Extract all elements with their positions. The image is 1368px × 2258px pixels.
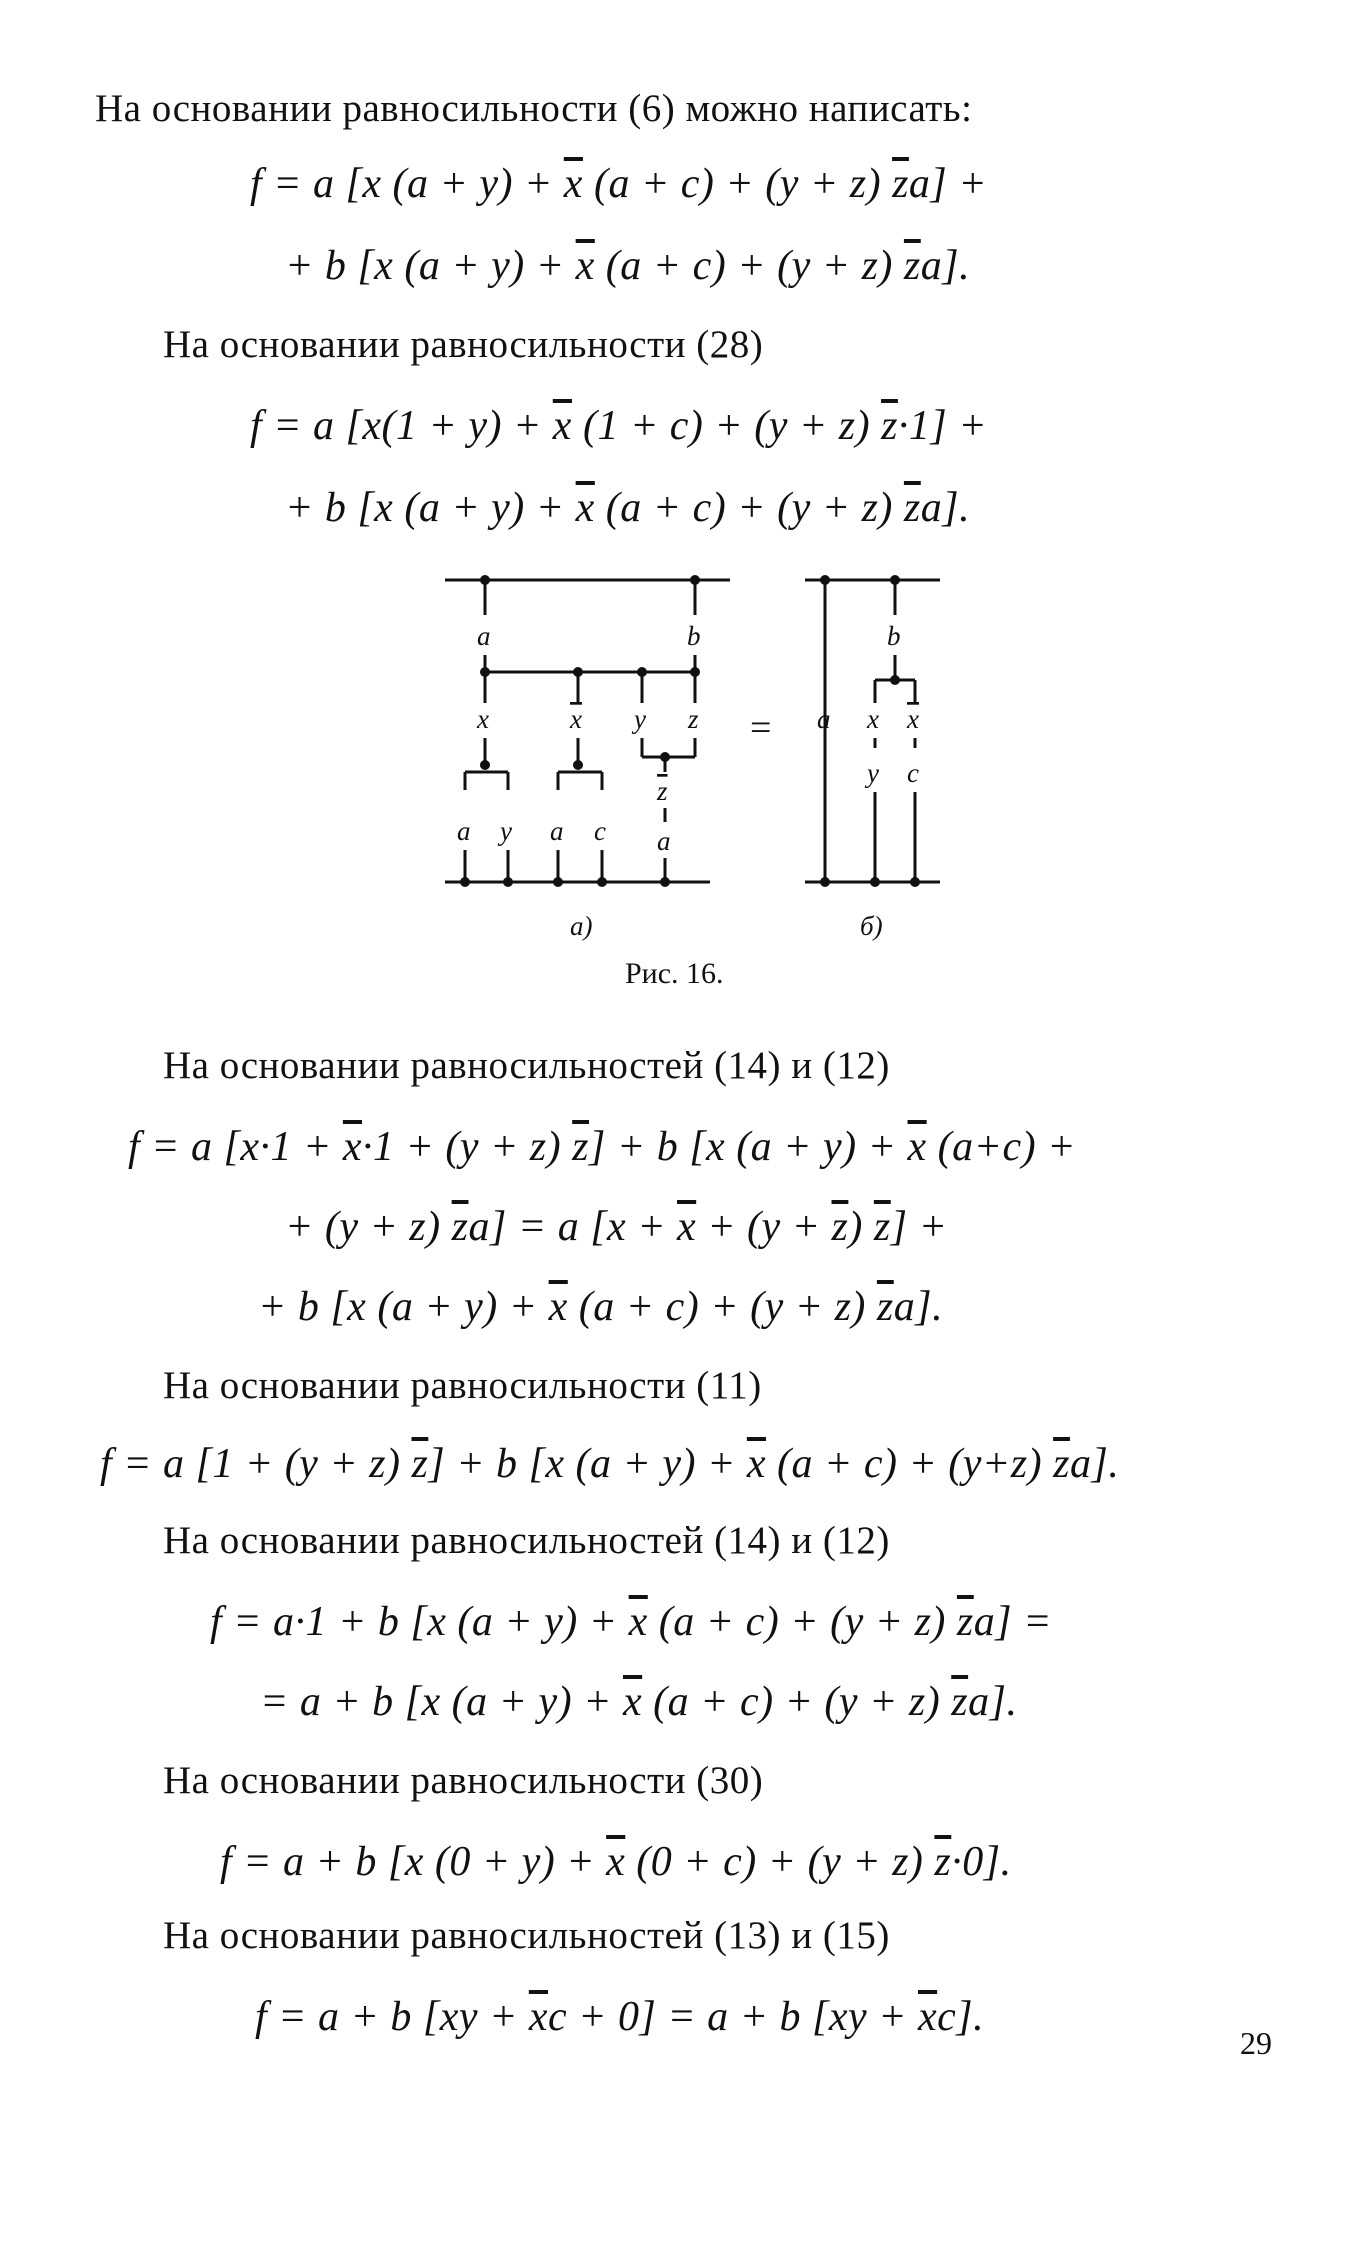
circuit-diagram [420,560,980,950]
paragraph-6: На основании равносильности (30) [163,1759,764,1802]
formula-7: f = a + b $[xy + \overline{x}c + 0] = a + b$ $[xy + \overline{x}c]$. [255,1994,985,2040]
page-number: 29 [1240,2025,1272,2061]
figure-caption: Рис. 16. [625,957,724,990]
paragraph-7: На основании равносильностей (13) и (15) [163,1914,890,1957]
subfigure-label-b: б) [860,911,883,941]
label-a-top: a [477,621,491,651]
paragraph-5: На основании равносильностей (14) и (12) [163,1519,890,1562]
label-c-1: c [594,816,606,846]
formula-6: f = a + b [x $(0 + y) + \overline{x}$ (0 + c) + (y + z) $\overline{z}\cdot 0$]. [220,1839,1012,1885]
formula-3-line-3: + b [x $(a + y) + \overline{x}$ (a + c) + (y + z) $\overline{z}a$]. [258,1284,944,1330]
label-z-bar: z [657,776,668,806]
label-c-right: c [907,758,919,788]
formula-3-line-2: + (y + z) $\overline{z}a] = a$ $[x + \overline{x} + (y + \overline{z}) \overline{z}]$ + [285,1204,948,1250]
formula-1-line-2: + b [x $(a + y) + \overline{x}$ (a + c) + (y + z) $\overline{z}a$]. [285,243,971,289]
paragraph-2: На основании равносильности (28) [163,323,764,366]
equals-sign: = [750,707,772,749]
subfigure-label-a: а) [570,911,593,941]
formula-2-line-1: f = a [$x(1 + y) + \overline{x}$ (1 + c) + (y + z) $\overline{z}\cdot 1$] + [250,403,988,449]
paragraph-4: На основании равносильности (11) [163,1364,762,1407]
formula-1-line-1: f = a [x $(a + y) + \overline{x}$ (a + c) + (y + z) $\overline{z}a$] + [250,161,988,207]
formula-3-line-1: f = a $[x\cdot 1 + \overline{x}\cdot 1 + (y + z) \overline{z}] + b$ [x $(a + y) + \overline{x}$ (a+c) + [128,1124,1076,1170]
label-b-right: b [887,621,901,651]
label-y: y [634,704,646,734]
paragraph-3: На основании равносильностей (14) и (12) [163,1044,890,1087]
label-y-1: y [500,816,512,846]
label-x-bar: x [570,704,582,734]
label-a-under-z: a [657,826,671,856]
formula-4: f = a [1 + (y + z) $\overline{z}] + b$ [x $(a + y) + \overline{x}$ (a + c) + (y+z) $\overline{z}a$]. [100,1441,1120,1487]
label-a-2: a [550,816,564,846]
formula-5-line-1: f = a·1 + b [x $(a + y) + \overline{x}$ (a + c) + (y + z) $\overline{z}a$] = [210,1599,1052,1645]
label-x-right: x [867,704,879,734]
label-b-top: b [687,621,701,651]
paragraph-1: На основании равносильности (6) можно написать: [95,87,973,130]
label-a-right: a [817,704,831,734]
formula-2-line-2: + b [x $(a + y) + \overline{x}$ (a + c) + (y + z) $\overline{z}a$]. [285,485,971,531]
label-x: x [477,704,489,734]
label-a-1: a [457,816,471,846]
formula-5-line-2: = a + b [x $(a + y) + \overline{x}$ (a + c) + (y + z) $\overline{z}a$]. [260,1679,1018,1725]
label-y-right: y [867,758,879,788]
figure-16 [420,560,980,950]
label-z: z [688,704,699,734]
label-x-bar-right: x [907,704,919,734]
